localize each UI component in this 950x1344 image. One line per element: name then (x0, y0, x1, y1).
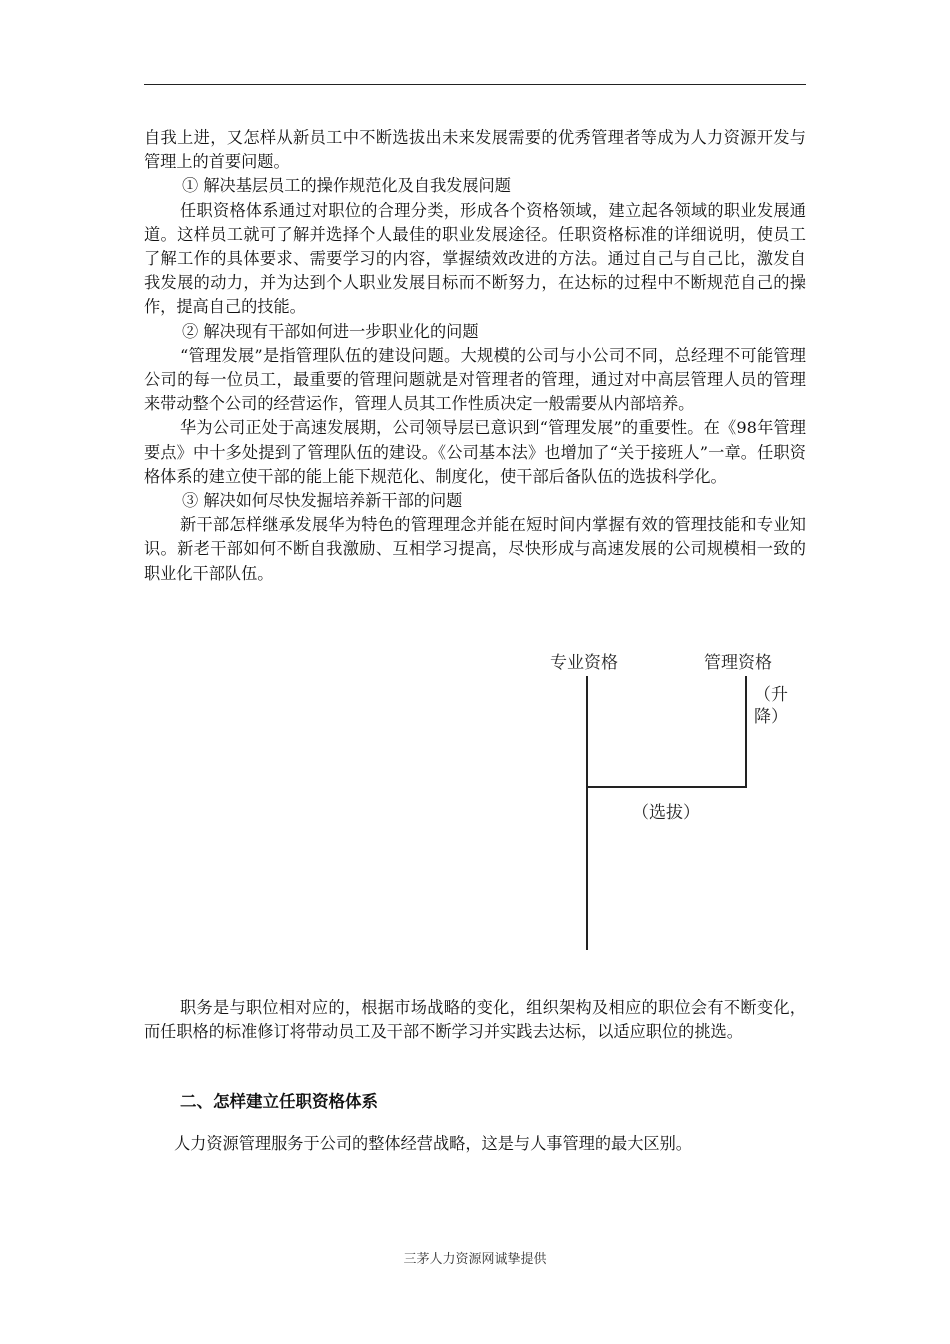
subheading-3: ③ 解决如何尽快发掘培养新干部的问题 (182, 491, 463, 511)
subheading-1: ① 解决基层员工的操作规范化及自我发展问题 (182, 176, 511, 196)
closing-sentence: 人力资源管理服务于公司的整体经营战略，这是与人事管理的最大区别。 (174, 1134, 692, 1153)
body-text-bottom (144, 996, 806, 1044)
header-rule (144, 84, 806, 85)
paragraph-grassroots: 任职资格体系通过对职位的合理分类，形成各个资格领域，建立起各领域的职业发展通道。这样员工就可了解并选择个人最佳的职业发展途径。任职资格标准的详细说明，使员工了解工作的具体要求、需要学习的内容，掌握绩效改进的方法。通过自己与自己比，激发自我发展的动力，并为达到个人职业发展目标而不断努力，在达标的过程中不断规范自己的操作，提高自己的技能。 (144, 200, 806, 317)
subheading-2: ② 解决现有干部如何进一步职业化的问题 (182, 321, 479, 341)
label-selection: （选拔） (632, 803, 700, 823)
label-professional-qualification: 专业资格 (550, 653, 618, 673)
professional-track-line (586, 676, 588, 950)
label-promotion-demotion: （升降） (754, 685, 788, 727)
label-management-qualification: 管理资格 (704, 653, 772, 673)
selection-connector-line (586, 786, 747, 788)
paragraph-management-dev: “管理发展”是指管理队伍的建设问题。大规模的公司与小公司不同，总经理不可能管理公司的每一位员工，最重要的管理问题就是对管理者的管理，通过对中高层管理人员的管理来带动整个公司的经营运作，管理人员其工作性质决定一般需要从内部培养。 (144, 345, 806, 414)
body-text-top (144, 126, 806, 586)
paragraph-new-cadres: 新干部怎样继承发展华为特色的管理理念并能在短时间内掌握有效的管理技能和专业知识。新老干部如何不断自我激励、互相学习提高，尽快形成与高速发展的公司规模相一致的职业化干部队伍。 (144, 515, 806, 583)
career-path-diagram (520, 640, 820, 960)
management-track-line (745, 676, 747, 788)
paragraph-position: 职务是与职位相对应的，根据市场战略的变化，组织架构及相应的职位会有不断变化，而任职格的标准修订将带动员工及干部不断学习并实践去达标，以适应职位的挑选。 (144, 998, 806, 1042)
page-footer: 三茅人力资源网诚挚提供 (403, 1252, 547, 1267)
paragraph-huawei: 华为公司正处于高速发展期，公司领导层已意识到“管理发展”的重要性。在《98年管理要点》中十多处提到了管理队伍的建设。《公司基本法》也增加了“关于接班人”一章。任职资格体系的建立使干部的能上能下规范化、制度化，使干部后备队伍的选拔科学化。 (144, 418, 806, 486)
section-heading: 二、怎样建立任职资格体系 (180, 1092, 378, 1111)
paragraph-intro: 自我上进，又怎样从新员工中不断选拔出未来发展需要的优秀管理者等成为人力资源开发与管理上的首要问题。 (144, 128, 806, 172)
